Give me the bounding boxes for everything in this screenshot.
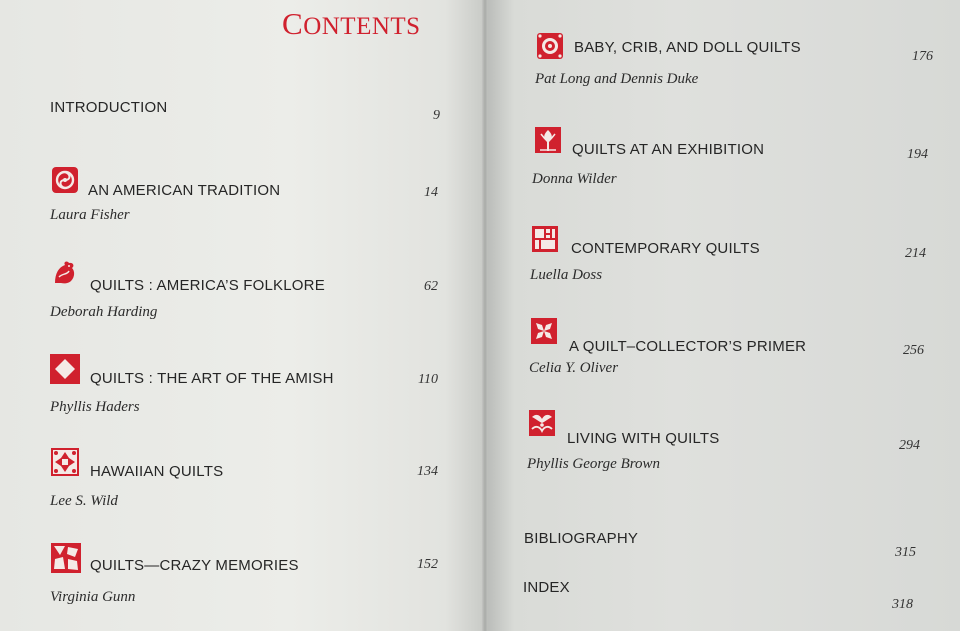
title-rest: ONTENTS [303,13,421,40]
entry-author: Pat Long and Dennis Duke [535,71,699,87]
entry-title: HAWAIIAN QUILTS [90,463,224,480]
entry-author: Lee S. Wild [50,493,118,509]
entry-author: Laura Fisher [50,207,130,223]
entry-page-number: 318 [892,597,913,612]
book-gutter [482,0,488,631]
entry-title: INDEX [523,579,570,596]
entry-author: Donna Wilder [532,171,617,187]
entry-page-number: 9 [433,108,440,123]
entry-page-number: 315 [895,545,916,560]
entry-title: INTRODUCTION [50,99,168,116]
entry-author: Phyllis George Brown [527,456,661,472]
entry-page-number: 152 [417,557,438,572]
entry-title: QUILTS AT AN EXHIBITION [572,141,765,158]
hawaiian-pattern-icon [51,448,79,476]
swirl-rosette-icon [51,166,79,194]
entry-title: QUILTS—CRAZY MEMORIES [90,557,299,574]
tulip-icon [534,126,562,154]
leaf-block-icon [530,317,558,345]
rooster-icon [51,259,79,287]
entry-title: QUILTS : THE ART OF THE AMISH [90,370,334,387]
entry-page-number: 134 [417,464,438,479]
entry-author: Celia Y. Oliver [529,360,619,376]
entry-page-number: 294 [899,438,920,453]
entry-author: Luella Doss [530,267,603,283]
entry-title: BABY, CRIB, AND DOLL QUILTS [574,39,801,56]
entry-page-number: 256 [903,343,924,358]
entry-page-number: 14 [424,185,438,200]
title-initial: C [282,6,304,41]
entry-title: A QUILT–COLLECTOR’S PRIMER [569,338,807,355]
entry-page-number: 110 [418,372,438,387]
ornate-block-icon [528,409,556,437]
page-title [282,6,421,42]
entry-title: BIBLIOGRAPHY [524,530,639,547]
entry-title: LIVING WITH QUILTS [567,430,720,447]
entry-author: Deborah Harding [50,304,158,320]
floral-medallion-icon [536,32,564,60]
entry-page-number: 62 [424,279,438,294]
entry-page-number: 194 [907,147,928,162]
entry-author: Virginia Gunn [50,589,136,605]
grid-block-icon [531,225,559,253]
entry-title: AN AMERICAN TRADITION [88,182,281,199]
entry-page-number: 176 [912,49,933,64]
entry-title: QUILTS : AMERICA’S FOLKLORE [90,277,325,294]
entry-page-number: 214 [905,246,926,261]
entry-title: CONTEMPORARY QUILTS [571,240,760,257]
entry-author: Phyllis Haders [50,399,140,415]
crazy-quilt-icon [51,543,81,573]
diamond-in-square-icon [50,354,80,384]
